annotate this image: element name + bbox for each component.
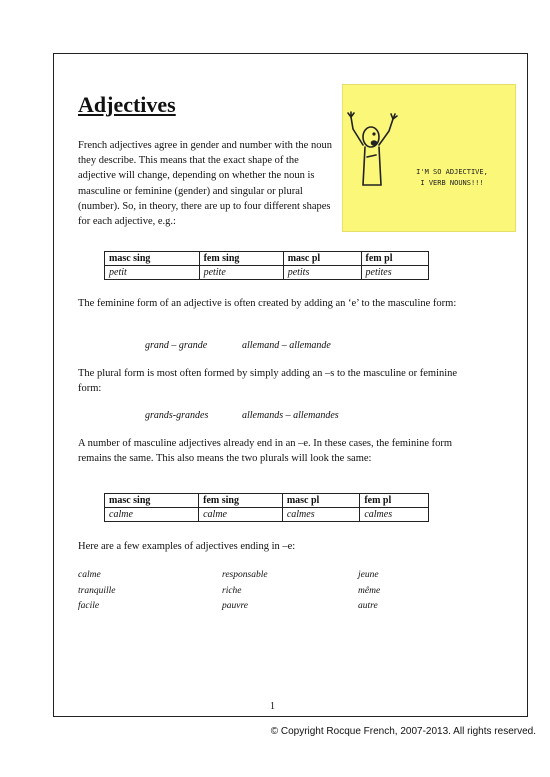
list-item: jeune: [358, 570, 379, 580]
header-fem-pl: fem pl: [361, 252, 428, 266]
plural-example-1: grands-grandes: [145, 410, 209, 421]
cell-fem-sing: petite: [199, 266, 283, 280]
plural-rule-paragraph: The plural form is most often formed by simply adding an –s to the masculine or feminine form:: [78, 368, 458, 395]
sticky-note-caption: [393, 167, 511, 189]
page-number: 1: [270, 701, 275, 712]
table-row: [105, 266, 429, 280]
cell-masc-sing: petit: [105, 266, 200, 280]
list-item: pauvre: [222, 601, 249, 611]
list-item: tranquille: [78, 585, 116, 596]
header-masc-pl: masc pl: [283, 252, 361, 266]
header-masc-sing: masc sing: [105, 494, 199, 508]
adjective-forms-table-calme: [104, 493, 429, 522]
cell-fem-pl: calmes: [360, 508, 429, 522]
feminine-example-2: allemand – allemande: [242, 340, 331, 351]
list-item: calme: [78, 570, 101, 580]
cell-fem-pl: petites: [361, 266, 428, 280]
adjective-forms-table-petit: [104, 251, 429, 280]
header-fem-sing: fem sing: [199, 252, 283, 266]
list-item: facile: [78, 601, 100, 611]
table-row: [105, 508, 429, 522]
ending-e-paragraph: A number of masculine adjectives already end in an –e. In these cases, the feminine form remains the same. This also means the two plurals will look the same:: [78, 438, 453, 465]
examples-column-3: [358, 568, 380, 615]
caption-line-1: I'M SO ADJECTIVE,: [416, 168, 488, 176]
cell-masc-pl: calmes: [282, 508, 359, 522]
examples-column-2: [222, 568, 268, 615]
header-fem-pl: fem pl: [360, 494, 429, 508]
plural-example-2: allemands – allemandes: [242, 410, 339, 421]
examples-intro-paragraph: Here are a few examples of adjectives ending in –e:: [78, 541, 296, 552]
header-masc-sing: masc sing: [105, 252, 200, 266]
header-fem-sing: fem sing: [199, 494, 283, 508]
list-item: même: [358, 585, 381, 596]
list-item: riche: [222, 585, 242, 596]
sticky-note-illustration: [342, 84, 516, 232]
header-masc-pl: masc pl: [282, 494, 359, 508]
copyright-notice: © Copyright Rocque French, 2007-2013. All rights reserved.: [270, 726, 536, 737]
examples-column-1: [78, 568, 115, 615]
cell-fem-sing: calme: [199, 508, 283, 522]
feminine-rule-paragraph: The feminine form of an adjective is often created by adding an ‘e’ to the masculine form:: [78, 298, 457, 309]
table-header-row: [105, 252, 429, 266]
page-title: Adjectives: [78, 92, 176, 117]
cell-masc-pl: petits: [283, 266, 361, 280]
list-item: autre: [358, 601, 378, 611]
stick-figure-icon: [343, 85, 515, 231]
feminine-example-1: grand – grande: [145, 340, 208, 351]
caption-line-2: I VERB NOUNS!!!: [420, 179, 484, 187]
intro-paragraph: French adjectives agree in gender and number with the noun they describe. This means that the exact shape of the adjective will change, depending on whether the noun is masculine or feminine (gender) and singular or plural (number). So, in theory, there are up to four different shapes for each adjective, e.g.:: [78, 140, 332, 228]
table-header-row: [105, 494, 429, 508]
list-item: responsable: [222, 570, 268, 580]
cell-masc-sing: calme: [105, 508, 199, 522]
